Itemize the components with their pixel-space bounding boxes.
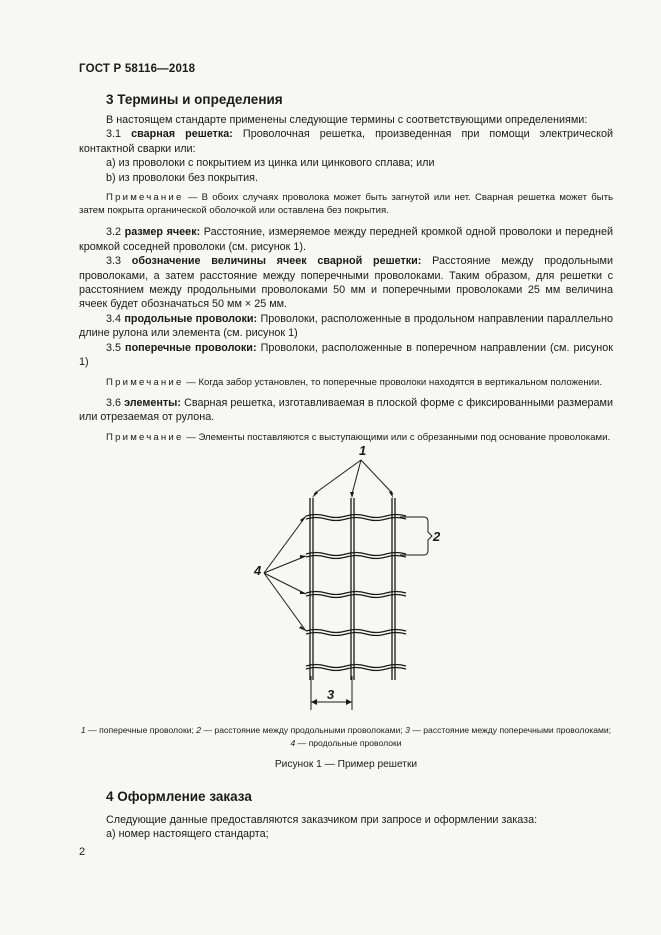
term-number: 3.6 [106,396,122,409]
note-label: Примечание [106,376,184,388]
note-text: — Когда забор установлен, то поперечные проволоки находятся в вертикальном положении. [183,376,603,388]
term-name: элементы: [124,396,181,409]
mesh-figure [240,440,460,715]
note-label: Примечание [106,431,184,443]
page-number: 2 [79,846,86,858]
term-3-4 [79,312,613,341]
figure-legend [79,724,613,750]
term-definition: Проволоки, расположенные в продольном направлении параллельно длине рулона или элемента (см. рисунок 1) [79,312,614,340]
section-4-intro: Следующие данные предоставляются заказчиком при запросе и оформлении заказа: [106,814,538,826]
section-4-title: 4 Оформление заказа [106,789,252,804]
vertical-wires [310,498,395,680]
legend-text: — поперечные проволоки; [85,725,197,735]
label-1: 1 [359,443,367,458]
intro-paragraph: В настоящем стандарте применены следующие термины с соответствующими определениями: [106,114,588,126]
term-definition: Проволочная решетка, произведенная при помощи электрической контактной сварки или: [79,128,613,155]
term-3-6 [79,396,613,425]
term-number: 3.3 [106,255,122,268]
note-text: — Элементы поставляются с выступающими или с обрезанными под основание проволоками. [183,431,611,443]
term-3-5 [79,341,613,370]
list-item-a: a) номер настоящего стандарта; [106,828,269,841]
term-number: 3.2 [106,226,122,239]
note-label: Примечание [106,192,184,204]
standard-header: ГОСТ Р 58116—2018 [79,63,196,75]
section-4-body [79,813,613,842]
term-definition: Сварная решетка, изготавливаемая в плоской форме с фиксированными размерами или отрезаемая от рулона. [79,396,613,424]
term-3-3 [79,254,613,312]
note-2 [79,376,613,389]
legend-text: — расстояние между продольными проволоками; [201,725,406,735]
section-3-body [79,113,613,444]
horizontal-wires [306,515,406,671]
term-definition: Расстояние, измеряемое между передней кромкой одной проволоки и передней кромкой соседней проволоки (см. рисунок 1). [79,226,614,253]
term-number: 3.1 [106,128,122,141]
note-1 [79,191,613,217]
term-name: продольные проволоки: [124,312,258,325]
term-number: 3.4 [106,312,122,325]
term-name: поперечные проволоки: [125,341,257,354]
section-3-title: 3 Термины и определения [106,92,283,107]
legend-number: 2 [196,725,202,735]
label-3: 3 [327,687,335,702]
term-name: обозначение величины ячеек сварной решетки: [131,255,422,268]
term-definition: Проволоки, расположенные в поперечном направлении (см. рисунок 1) [79,341,613,369]
legend-number: 1 [80,725,86,735]
label-2: 2 [433,529,441,544]
legend-number: 3 [405,725,410,735]
term-3-2 [79,225,613,254]
label-4: 4 [254,563,262,578]
term-name: сварная решетка: [131,128,233,141]
list-item-b: b) из проволоки без покрытия. [106,171,258,184]
legend-text: — продольные проволоки [295,738,402,748]
list-item-a: a) из проволоки с покрытием из цинка или цинкового сплава; или [106,157,435,170]
legend-number: 4 [290,738,296,748]
term-3-1 [79,127,613,156]
term-name: размер ячеек: [124,226,201,239]
term-definition: Расстояние между продольными проволоками, а затем расстояние между поперечными проволоками. Таким образом, для решетки с расстоянием между продольными проволоками 50 мм и поперечными проволоками 25 мм величина ячеек будет обозначаться 50 мм × 25 мм. [79,255,613,311]
note-text: — В обоих случаях проволока может быть загнутой или нет. Сварная решетка может быть затем покрыта органической оболочкой или оставлена без покрытия. [79,192,613,217]
figure-title: Рисунок 1 — Пример решетки [274,759,418,770]
legend-text: — расстояние между поперечными проволоками; [409,725,612,735]
term-number: 3.5 [106,341,122,354]
